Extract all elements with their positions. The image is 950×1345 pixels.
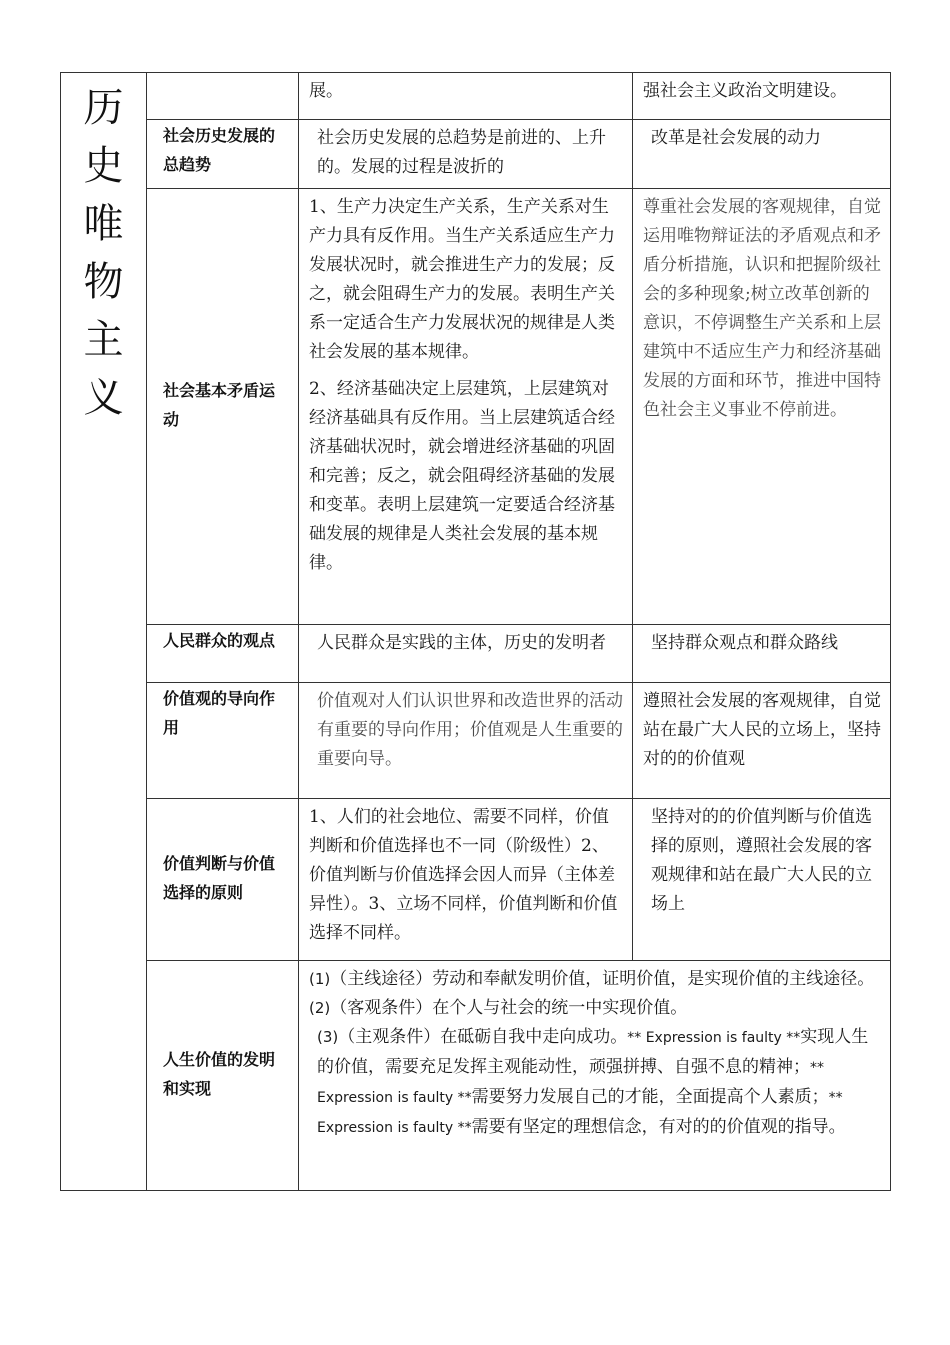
table-row (61, 189, 891, 625)
value-line-1 (309, 965, 882, 994)
row-label: 人生价值的发明和实现 (163, 1049, 276, 1098)
line-text: （主线途径）劳动和奉献发明价值，证明价值，是实现价值的主线途径。 (330, 969, 875, 989)
line-number: (1) (309, 970, 331, 988)
significance-cell (633, 120, 891, 189)
row-label: 社会历史发展的总趋势 (163, 126, 276, 174)
row-label-cell (147, 189, 299, 625)
line-text: 需要有坚定的理想信念，有对的的价值观的指导。 (471, 1117, 846, 1137)
content-text: 人民群众是实践的主体，历史的发明者 (317, 633, 606, 653)
line-text: （客观条件）在个人与社会的统一中实现价值。 (330, 998, 688, 1018)
significance-cell (633, 189, 891, 625)
table-row (61, 961, 891, 1191)
content-cell (299, 73, 633, 120)
line-text: 需要努力发展自己的才能，全面提高个人素质； (471, 1087, 829, 1107)
section-title: 历史唯物主义 (83, 85, 124, 421)
table-row (61, 625, 891, 683)
content-text: 展。 (309, 81, 343, 101)
content-cell (299, 625, 633, 683)
table-row (61, 73, 891, 120)
significance-text: 强社会主义政治文明建设。 (643, 81, 847, 101)
table-row (61, 683, 891, 799)
expression-error-3: ** Expression is faulty ** (317, 1090, 843, 1136)
content-cell (299, 683, 633, 799)
row-label-cell (147, 73, 299, 120)
content-text: 价值观对人们认识世界和改造世界的活动有重要的导向作用；价值观是人生重要的重要向导。 (317, 691, 623, 769)
expression-error-1: ** Expression is faulty ** (627, 1030, 801, 1046)
expression-error-2: ** Expression is faulty ** (317, 1060, 824, 1106)
row-label: 人民群众的观点 (163, 631, 276, 650)
content-cell (299, 120, 633, 189)
significance-text: 坚持对的的价值判断与价值选择的原则，遵照社会发展的客观规律和站在最广大人民的立场上 (651, 807, 872, 914)
row-label: 价值判断与价值选择的原则 (163, 853, 276, 902)
section-header-cell (61, 73, 147, 1191)
value-line-3 (309, 1023, 882, 1143)
significance-text: 遵照社会发展的客观规律，自觉站在最广大人民的立场上，坚持对的的价值观 (643, 691, 881, 769)
content-paragraph-2: 2、经济基础决定上层建筑，上层建筑对经济基础具有反作用。当上层建筑适合经济基础状况时，就会增进经济基础的巩固和完善；反之，就会阻碍经济基础的发展和变革。表明上层建筑一定要适合经济基础发展的规律是人类社会发展的基本规律。 (309, 379, 615, 573)
content-text: 社会历史发展的总趋势是前进的、上升的。发展的过程是波折的 (317, 128, 606, 177)
significance-cell (633, 73, 891, 120)
row-label-cell (147, 120, 299, 189)
row-label: 社会基本矛盾运动 (163, 380, 276, 429)
significance-cell (633, 625, 891, 683)
philosophy-table (60, 72, 891, 1191)
line-text: （主观条件）在砥砺自我中走向成功。 (338, 1027, 628, 1047)
value-line-2 (309, 994, 882, 1023)
line-number: (2) (309, 999, 331, 1017)
content-paragraph-1: 1、生产力决定生产关系，生产关系对生产力具有反作用。当生产关系适应生产力发展状况时，就会推进生产力的发展；反之，就会阻碍生产力的发展。表明生产关系一定适合生产力发展状况的规律是人类社会发展的基本规律。 (309, 197, 615, 362)
table-row (61, 799, 891, 961)
content-cell (299, 189, 633, 625)
line-text: 实现人生的价值，需要充足发挥主观能动性，顽强拼搏、自强不息的精神； (317, 1027, 869, 1077)
table-row (61, 120, 891, 189)
content-text: 1、人们的社会地位、需要不同样，价值判断和价值选择也不一同（阶级性）2、价值判断与价值选择会因人而异（主体差异性）。3、立场不同样，价值判断和价值选择不同样。 (309, 807, 618, 943)
significance-cell (633, 799, 891, 961)
merged-content-cell (299, 961, 891, 1191)
row-label-cell (147, 799, 299, 961)
significance-text: 尊重社会发展的客观规律，自觉运用唯物辩证法的矛盾观点和矛盾分析措施，认识和把握阶级社会的多种现象;树立改革创新的意识，不停调整生产关系和上层建筑中不适应生产力和经济基础发展的方面和环节，推进中国特色社会主义事业不停前进。 (643, 197, 881, 420)
significance-text: 坚持群众观点和群众路线 (651, 633, 838, 653)
row-label-cell (147, 625, 299, 683)
row-label: 价值观的导向作用 (163, 689, 276, 737)
significance-cell (633, 683, 891, 799)
significance-text: 改革是社会发展的动力 (651, 128, 821, 148)
line-number: (3) (317, 1028, 339, 1046)
row-label-cell (147, 683, 299, 799)
content-cell (299, 799, 633, 961)
row-label-cell (147, 961, 299, 1191)
